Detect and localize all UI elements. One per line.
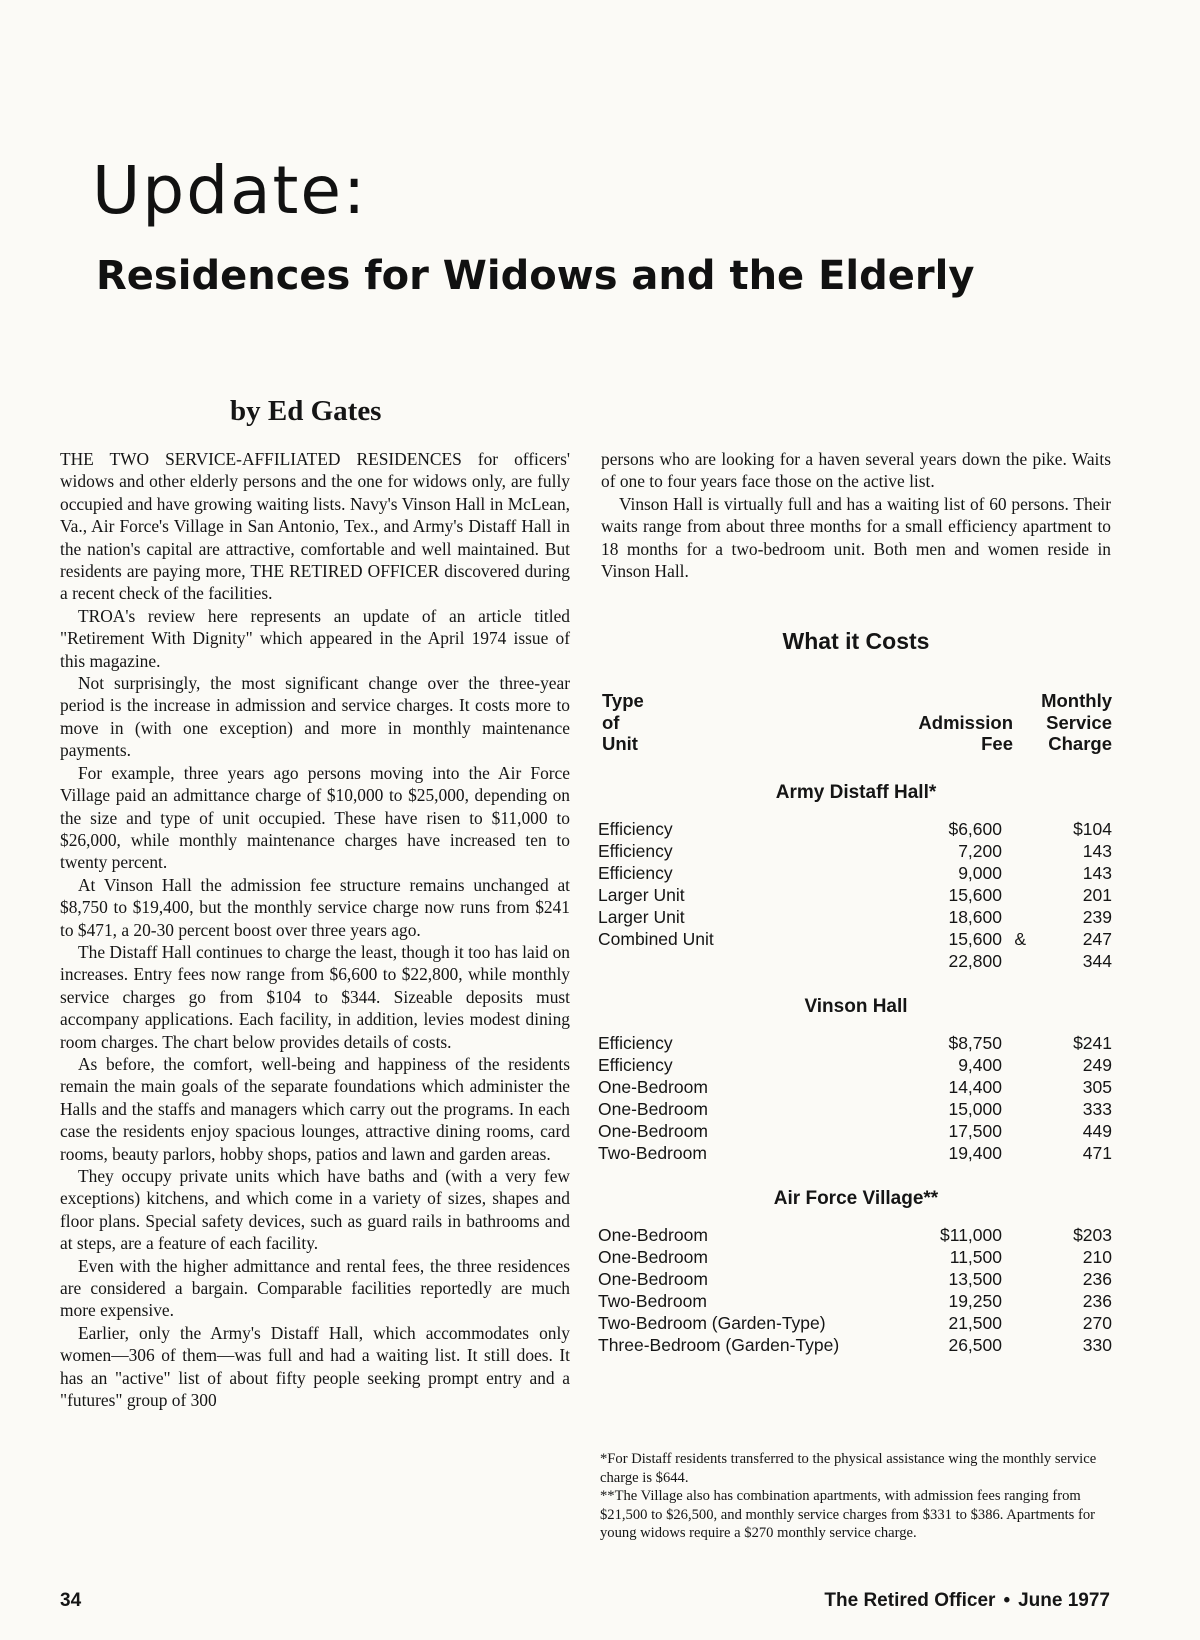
table-row <box>598 1334 1114 1356</box>
group-title: Vinson Hall <box>804 996 908 1017</box>
table-row <box>598 1290 1114 1312</box>
unit-type-cell: One-Bedroom <box>598 1099 708 1119</box>
table-row <box>598 1312 1114 1334</box>
unit-type-cell: Efficiency <box>598 819 673 839</box>
table-group <box>598 782 1114 972</box>
admission-fee-cell: 15,600 <box>948 929 1002 949</box>
table-groups <box>598 782 1114 1356</box>
unit-type-cell: One-Bedroom <box>598 1269 708 1289</box>
header-text: of <box>602 711 620 733</box>
publication-name: The Retired Officer <box>824 1590 996 1611</box>
paragraph: Earlier, only the Army's Distaff Hall, which accommodates only women—306 of them—was full and had a waiting list. It still does. It has an "active" list of about fifty people seeking prompt entry and a "futures" group of 300 <box>60 1322 570 1411</box>
unit-type-cell: One-Bedroom <box>598 1121 708 1141</box>
byline: by Ed Gates <box>230 395 382 427</box>
header-type <box>602 690 644 755</box>
paragraph: For example, three years ago persons moving into the Air Force Village paid an admittance charge of $10,000 to $25,000, depending on the size and type of unit occupied. These have risen to $11,000 to $26,000, while monthly maintenance charges have increased ten to twenty percent. <box>60 762 570 873</box>
paragraph: Even with the higher admittance and rental fees, the three residences are considered a bargain. Comparable facilities reportedly are much more expensive. <box>60 1255 570 1321</box>
table-row <box>598 1224 1114 1246</box>
header-text: Charge <box>1048 733 1112 754</box>
unit-type-cell: One-Bedroom <box>598 1247 708 1267</box>
service-charge-cell: 270 <box>1082 1313 1112 1333</box>
unit-type-cell: One-Bedroom <box>598 1077 708 1097</box>
service-charge-cell: 471 <box>1082 1143 1112 1163</box>
table-row <box>598 1120 1114 1142</box>
paragraph: They occupy private units which have baths and (with a very few exceptions) kitchens, and which come in a variety of sizes, shapes and floor plans. Special safety devices, such as guard rails in bathrooms and at steps, are a feature of each facility. <box>60 1166 570 1254</box>
header-text: Fee <box>981 733 1013 754</box>
footnotes <box>600 1450 1112 1543</box>
unit-type-cell: One-Bedroom <box>598 1225 708 1245</box>
unit-type-cell: Efficiency <box>598 1055 673 1075</box>
admission-fee-cell: 21,500 <box>948 1313 1002 1333</box>
article-right-column <box>601 448 1111 582</box>
table-row <box>598 1098 1114 1120</box>
admission-fee-cell: 22,800 <box>948 951 1002 971</box>
table-row <box>598 1142 1114 1164</box>
page-title: Update: <box>92 152 368 229</box>
table-row <box>598 884 1114 906</box>
table-group <box>598 1188 1114 1356</box>
service-charge-cell: $241 <box>1073 1033 1112 1053</box>
service-charge-cell: 330 <box>1082 1335 1112 1355</box>
table-row <box>598 1054 1114 1076</box>
service-charge-cell: $203 <box>1073 1225 1112 1245</box>
admission-fee-cell: 13,500 <box>948 1269 1002 1289</box>
admission-fee-cell: 7,200 <box>958 841 1002 861</box>
admission-fee-cell: 15,600 <box>948 885 1002 905</box>
service-charge-cell: 236 <box>1082 1291 1112 1311</box>
paragraph: As before, the comfort, well-being and happiness of the residents remain the main goals of the separate foundations which administer the Halls and the staffs and managers which carry out the programs. In each case the residents enjoy spacious lounges, attractive dining rooms, card rooms, beauty parlors, hobby shops, patios and lawn and garden areas. <box>60 1053 570 1164</box>
table-row <box>598 1032 1114 1054</box>
service-charge-cell: 143 <box>1082 841 1112 861</box>
unit-type-cell: Two-Bedroom <box>598 1143 707 1163</box>
unit-type-cell: Two-Bedroom (Garden-Type) <box>598 1313 826 1333</box>
admission-fee-cell: 15,000 <box>948 1099 1002 1119</box>
ampersand-cell: & <box>1014 929 1026 949</box>
footnote: **The Village also has combination apartments, with admission fees ranging from $21,500 to $26,500, and monthly service charges from $331 to $386. Apartments for young widows require a $270 monthly service charge. <box>600 1488 1096 1541</box>
header-text: Service <box>1046 711 1112 733</box>
admission-fee-cell: 9,400 <box>958 1055 1002 1075</box>
issue-date: June 1977 <box>1018 1590 1110 1611</box>
table-row <box>598 928 1114 950</box>
header-text: Unit <box>602 733 638 754</box>
admission-fee-cell: 17,500 <box>948 1121 1002 1141</box>
admission-fee-cell: 19,250 <box>948 1291 1002 1311</box>
service-charge-cell: 143 <box>1082 863 1112 883</box>
group-title: Army Distaff Hall* <box>775 782 937 803</box>
table-row <box>598 818 1114 840</box>
admission-fee-cell: $11,000 <box>940 1225 1002 1245</box>
header-charge <box>1041 690 1112 755</box>
paragraph: The Distaff Hall continues to charge the least, though it too has laid on increases. Entry fees now range from $6,600 to $22,800, while monthly service charges go from $104 to $344. Sizeable deposits must accompany applications. Each facility, in addition, levies modest dining room charges. The chart below provides details of costs. <box>60 941 570 1052</box>
service-charge-cell: 236 <box>1082 1269 1112 1289</box>
header-text: Type <box>602 690 644 711</box>
bullet-separator: • <box>1003 1590 1011 1611</box>
paragraph: THE TWO SERVICE-AFFILIATED RESIDENCES for officers' widows and other elderly persons and the one for widows only, are fully occupied and have growing waiting lists. Navy's Vinson Hall in McLean, Va., Air Force's Village in San Antonio, Tex., and Army's Distaff Hall in the nation's capital are attractive, comfortable and well maintained. But residents are paying more, THE RETIRED OFFICER discovered during a recent check of the facilities. <box>60 449 570 604</box>
service-charge-cell: 210 <box>1082 1247 1112 1267</box>
page-subtitle: Residences for Widows and the Elderly <box>96 253 975 299</box>
unit-type-cell: Three-Bedroom (Garden-Type) <box>598 1335 840 1355</box>
running-footer <box>824 1590 1110 1612</box>
page-number: 34 <box>60 1590 82 1611</box>
service-charge-cell: 333 <box>1082 1099 1112 1119</box>
unit-type-cell: Combined Unit <box>598 929 714 949</box>
table-row <box>598 1076 1114 1098</box>
paragraph: At Vinson Hall the admission fee structure remains unchanged at $8,750 to $19,400, but the monthly service charge now runs from $241 to $471, a 20-30 percent boost over three years ago. <box>60 874 570 940</box>
paragraph: Not surprisingly, the most significant change over the three-year period is the increase in admission and service charges. It costs more to move in (with one exception) and more in monthly maintenance payments. <box>60 673 570 761</box>
cost-table <box>598 690 1114 1380</box>
service-charge-cell: 305 <box>1082 1077 1112 1097</box>
table-row <box>598 950 1114 972</box>
paragraph: Vinson Hall is virtually full and has a waiting list of 60 persons. Their waits range from about three months for a small efficiency apartment to 18 months for a two-bedroom unit. Both men and women reside in Vinson Hall. <box>601 493 1111 582</box>
admission-fee-cell: $6,600 <box>948 819 1002 839</box>
table-row <box>598 906 1114 928</box>
unit-type-cell: Efficiency <box>598 841 673 861</box>
admission-fee-cell: 26,500 <box>948 1335 1002 1355</box>
table-row <box>598 1246 1114 1268</box>
admission-fee-cell: 14,400 <box>948 1077 1002 1097</box>
paragraph: persons who are looking for a haven several years down the pike. Waits of one to four years face those on the active list. <box>601 449 1111 492</box>
cost-table-title: What it Costs <box>782 628 930 654</box>
admission-fee-cell: 9,000 <box>958 863 1002 883</box>
table-header <box>598 690 1114 762</box>
paragraph: TROA's review here represents an update of an article titled "Retirement With Dignity" which appeared in the April 1974 issue of this magazine. <box>60 605 570 671</box>
header-text: Monthly <box>1041 690 1112 711</box>
table-row <box>598 840 1114 862</box>
service-charge-cell: 239 <box>1082 907 1112 927</box>
footnote: *For Distaff residents transferred to the physical assistance wing the monthly service charge is $644. <box>600 1451 1097 1486</box>
admission-fee-cell: 19,400 <box>948 1143 1002 1163</box>
service-charge-cell: 449 <box>1082 1121 1112 1141</box>
header-fee <box>918 712 1013 755</box>
admission-fee-cell: 18,600 <box>948 907 1002 927</box>
service-charge-cell: 201 <box>1082 885 1112 905</box>
table-group <box>598 996 1114 1164</box>
service-charge-cell: 249 <box>1082 1055 1112 1075</box>
unit-type-cell: Efficiency <box>598 863 673 883</box>
unit-type-cell: Larger Unit <box>598 907 685 927</box>
unit-type-cell: Two-Bedroom <box>598 1291 707 1311</box>
service-charge-cell: 247 <box>1082 929 1112 949</box>
table-row <box>598 862 1114 884</box>
service-charge-cell: $104 <box>1073 819 1112 839</box>
unit-type-cell: Efficiency <box>598 1033 673 1053</box>
service-charge-cell: 344 <box>1082 951 1112 971</box>
article-left-column <box>60 448 570 1411</box>
group-title: Air Force Village** <box>773 1188 939 1209</box>
header-text: Admission <box>918 711 1013 733</box>
table-row <box>598 1268 1114 1290</box>
unit-type-cell: Larger Unit <box>598 885 685 905</box>
admission-fee-cell: 11,500 <box>949 1247 1002 1267</box>
admission-fee-cell: $8,750 <box>948 1033 1002 1053</box>
